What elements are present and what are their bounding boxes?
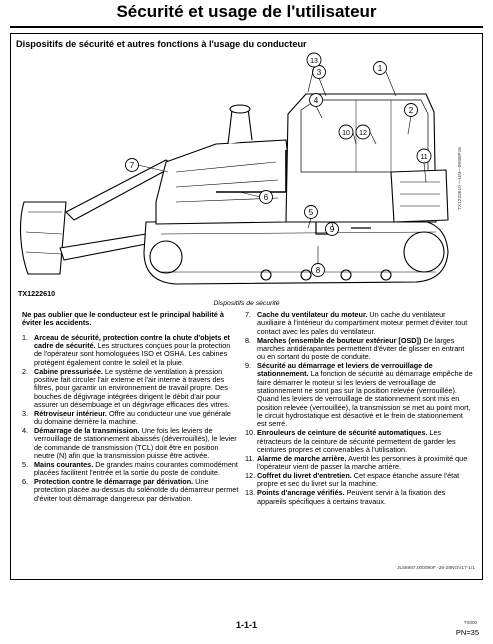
- callout-4: [310, 94, 323, 107]
- item-number: 13.: [245, 488, 256, 498]
- callout-5: [305, 206, 318, 219]
- callout-10: [339, 125, 353, 139]
- list-item: [22, 427, 240, 460]
- item-term: Arceau de sécurité, protection contre la chute d'objets et cadre de sécurité.: [34, 332, 230, 351]
- item-text: Avertit les personnes à proximité que l'opérateur vient de passer la marche arrière.: [257, 453, 468, 472]
- item-text: La fonction de sécurité au démarrage empêche de faire démarrer le moteur si les leviers de verrouillage de stationnement ne sont pas sur la position relevée (verrouillée). Quand les leviers de verrouillage de stationnement sont mis en position relevée (verrouillée), la transmission se met au point mort, le circuit hydrostatique est désactivé et le frein de stationnement est serré.: [257, 369, 473, 429]
- item-term: Marches (ensemble de bouteur extérieur [OSD]): [257, 335, 422, 345]
- item-number: 3.: [22, 408, 29, 418]
- item-term: Enrouleurs de ceinture de sécurité automatiques.: [257, 428, 428, 438]
- list-item: [245, 489, 473, 506]
- callout-3-label: 3: [316, 68, 322, 77]
- item-number: 4.: [22, 425, 29, 435]
- callout-12: [356, 125, 370, 139]
- list-item: [22, 461, 240, 478]
- callout-2-label: 2: [408, 106, 414, 115]
- item-number: 6.: [22, 477, 29, 487]
- item-number: 2.: [22, 366, 29, 376]
- item-term: Rétroviseur intérieur.: [34, 408, 107, 418]
- callout-7-label: 7: [129, 161, 135, 170]
- item-text: Cet espace étanche assure l'état propre et sec du livret sur la machine.: [257, 471, 460, 489]
- item-text: Offre au conducteur une vue générale du domaine derrière la machine.: [34, 408, 231, 427]
- callout-9-label: 9: [329, 225, 335, 234]
- item-term: Sécurité au démarrage et leviers de verrouillage de stationnement.: [257, 361, 433, 379]
- item-number: 12.: [245, 471, 256, 481]
- item-text: Une fois les leviers de verrouillage de stationnement abaissés (déverrouillés), le levier de commande de transmission (TCL) doit être en position neutre (N) afin que la transmission puisse être activée.: [34, 425, 237, 460]
- intro-text: Ne pas oublier que le conducteur est le principal habilité à éviter les accidents.: [22, 310, 224, 328]
- list-item: [22, 410, 240, 427]
- item-number: 9.: [245, 361, 252, 371]
- item-term: Démarrage de la transmission.: [34, 425, 140, 435]
- small-id: TX000: [463, 620, 477, 625]
- item-number: 5.: [22, 459, 29, 469]
- list-item: [245, 429, 473, 454]
- callout-6: [260, 191, 273, 204]
- callout-13-label: 13: [310, 58, 318, 65]
- blade-outline: [21, 202, 66, 274]
- list-item: [245, 455, 473, 472]
- item-term: Alarme de marche arrière.: [257, 453, 347, 463]
- list-item: [245, 472, 473, 489]
- callout-8: [312, 264, 325, 277]
- item-text: Une protection placée au-dessus du solénoïde du démarreur permet d'éviter tout démarrage dangereux par dérivation.: [34, 477, 239, 503]
- callout-8-label: 8: [315, 266, 321, 275]
- list-item: [245, 311, 473, 336]
- item-term: Mains courantes.: [34, 459, 94, 469]
- item-number: 10.: [245, 428, 256, 438]
- item-term: Cache du ventilateur du moteur.: [257, 310, 368, 319]
- section-title: Dispositifs de sécurité et autres fonctions à l'usage du conducteur: [16, 39, 307, 49]
- document-reference: JL56987,000090F -28-28NOV17-1/1: [397, 566, 475, 571]
- right-column: [245, 311, 473, 506]
- pn-label: PN=35: [455, 628, 479, 637]
- callout-11-label: 11: [420, 154, 428, 161]
- list-item: [245, 337, 473, 362]
- item-term: Cabine pressurisée.: [34, 366, 103, 376]
- list-item: [245, 362, 473, 429]
- list-item: [22, 368, 240, 410]
- list-item: [22, 478, 240, 503]
- callout-12-label: 12: [359, 130, 367, 137]
- item-term: Protection contre le démarrage par dérivation.: [34, 477, 194, 487]
- callout-9: [326, 223, 339, 236]
- item-term: Points d'ancrage vérifiés.: [257, 488, 345, 498]
- figure-caption: Dispositifs de sécurité: [213, 300, 280, 307]
- item-text: Un cache du ventilateur auxiliaire à l'intérieur du compartiment moteur permet d'éviter tout contact avec les pales du ventilateur.: [257, 310, 468, 336]
- item-text: Le système de ventilation à pression positive fait circuler l'air externe et l'air interne à travers des filtres, pour garantir un environnement de travail propre. Des bouches de dégivrage intégrées dirigent le débit d'air pour assurer un désembuage et un dégivrage efficaces des vitres.: [34, 366, 230, 409]
- item-text: Les rétracteurs de la ceinture de sécurité permettent de garder les ceintures propres et convenables à l'utilisation.: [257, 428, 456, 454]
- figure-side-code: TX1222610 —UN—09SEP16: [458, 147, 463, 210]
- figure-code: TX1222610: [18, 289, 56, 298]
- track: [144, 220, 448, 284]
- dozer-illustration: [16, 52, 468, 300]
- callout-5-label: 5: [308, 208, 314, 217]
- callout-4-label: 4: [313, 96, 319, 105]
- left-column: [22, 311, 240, 504]
- engine-hood: [156, 140, 291, 224]
- item-text: De grandes mains courantes commodément placées facilitent l'entrée et la sortie du poste de conduite.: [34, 459, 238, 478]
- item-number: 11.: [245, 453, 255, 463]
- callout-1-label: 1: [377, 64, 383, 73]
- list-item: [22, 334, 240, 367]
- item-number: 1.: [22, 332, 29, 342]
- page-number: 1-1-1: [235, 620, 257, 630]
- item-number: 8.: [245, 335, 252, 345]
- callout-7: [126, 159, 139, 172]
- title-rule: [10, 26, 483, 28]
- callout-1: [374, 62, 387, 75]
- callout-2: [405, 104, 418, 117]
- callout-3: [313, 66, 326, 79]
- item-text: De larges marches antidérapantes permettent d'éviter de glisser en entrant ou en sortant du poste de conduite.: [257, 335, 465, 362]
- item-text: Peuvent servir à la fixation des appareils spécifiques à certains travaux.: [257, 488, 446, 506]
- page-title: Sécurité et usage de l'utilisateur: [116, 2, 377, 21]
- callout-11: [417, 149, 431, 163]
- item-text: Les structures conçues pour la protection de l'opérateur sont homologuées ISO et OSHA. Les cabines protègent également contre le soleil et la pluie.: [34, 341, 231, 367]
- item-number: 7.: [245, 310, 252, 319]
- callout-6-label: 6: [263, 193, 269, 202]
- callout-13: [307, 53, 321, 67]
- item-term: Coffret du livret d'entretien.: [257, 471, 352, 481]
- callout-10-label: 10: [342, 130, 350, 137]
